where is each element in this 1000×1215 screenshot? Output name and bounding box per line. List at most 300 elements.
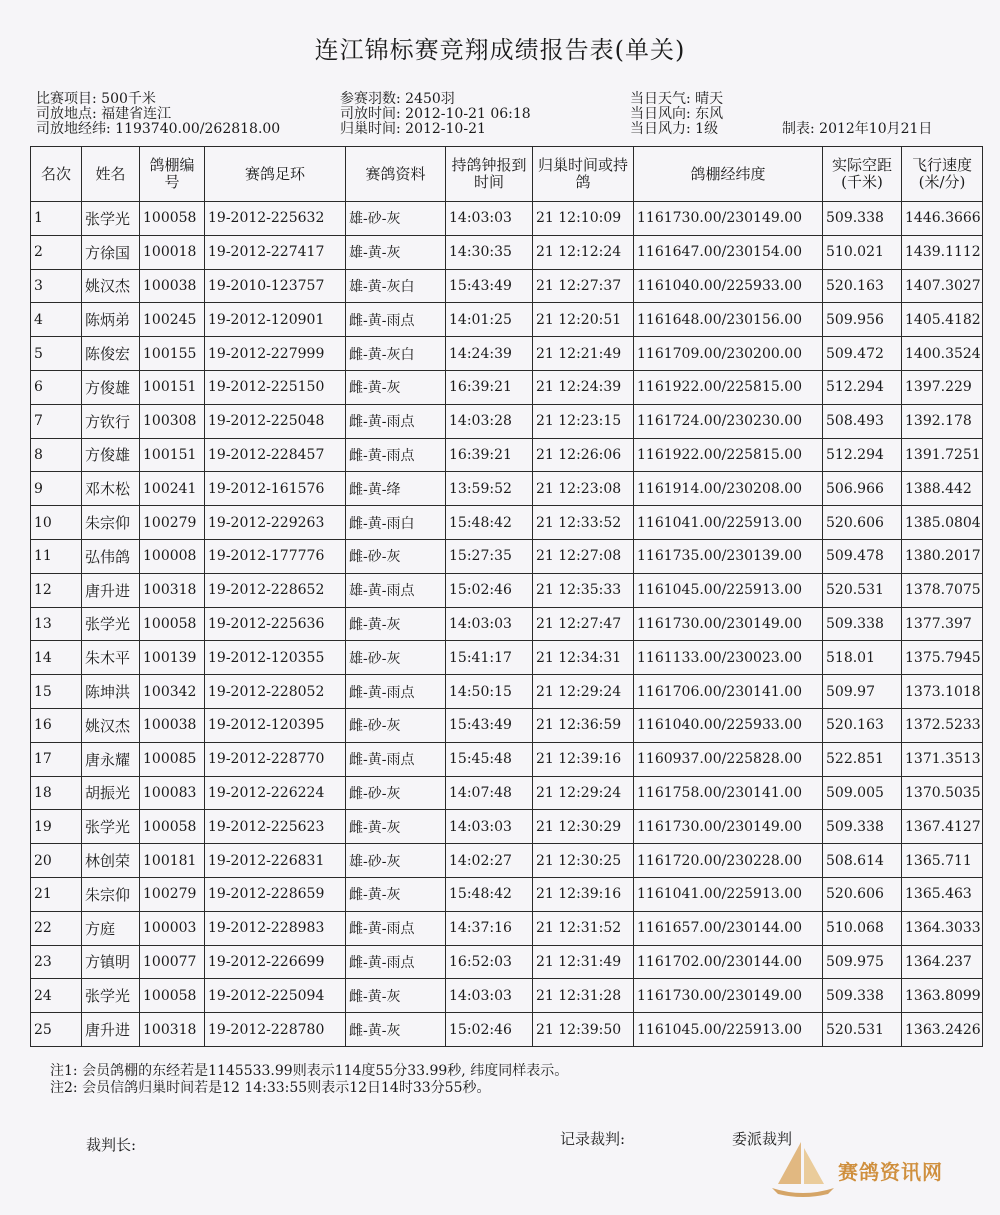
cell-name: 弘伟鸽 bbox=[82, 539, 140, 573]
cell-distance: 509.338 bbox=[823, 607, 902, 641]
cell-arrival-time: 21 12:31:49 bbox=[533, 945, 634, 979]
cell-loft-id: 100318 bbox=[140, 1013, 205, 1047]
cell-loft-coords: 1161041.00/225913.00 bbox=[634, 506, 823, 540]
cell-loft-coords: 1161922.00/225815.00 bbox=[634, 438, 823, 472]
cell-speed: 1364.3033 bbox=[902, 911, 983, 945]
cell-speed: 1439.1112 bbox=[902, 235, 983, 269]
cell-speed: 1364.237 bbox=[902, 945, 983, 979]
cell-pigeon-info: 雌-黄-雨点 bbox=[346, 945, 446, 979]
cell-arrival-time: 21 12:21:49 bbox=[533, 337, 634, 371]
cell-speed: 1378.7075 bbox=[902, 573, 983, 607]
cell-distance: 512.294 bbox=[823, 370, 902, 404]
cell-speed: 1367.4127 bbox=[902, 810, 983, 844]
cell-loft-coords: 1161657.00/230144.00 bbox=[634, 911, 823, 945]
cell-name: 方庭 bbox=[82, 911, 140, 945]
cell-name: 方俊雄 bbox=[82, 438, 140, 472]
cell-name: 方徐国 bbox=[82, 235, 140, 269]
cell-speed: 1372.5233 bbox=[902, 708, 983, 742]
cell-loft-coords: 1161040.00/225933.00 bbox=[634, 269, 823, 303]
cell-rank: 10 bbox=[31, 506, 82, 540]
cell-pigeon-info: 雌-黄-雨点 bbox=[346, 675, 446, 709]
entry-count: 参赛羽数: 2450羽 bbox=[340, 91, 455, 107]
cell-arrival-time: 21 12:30:25 bbox=[533, 844, 634, 878]
cell-loft-id: 100058 bbox=[140, 810, 205, 844]
cell-clock-time: 16:39:21 bbox=[446, 438, 533, 472]
table-row bbox=[31, 269, 983, 303]
table-row bbox=[31, 844, 983, 878]
cell-clock-time: 15:43:49 bbox=[446, 708, 533, 742]
cell-loft-coords: 1161133.00/230023.00 bbox=[634, 641, 823, 675]
cell-distance: 518.01 bbox=[823, 641, 902, 675]
cell-ring: 19-2012-177776 bbox=[205, 539, 346, 573]
cell-distance: 520.606 bbox=[823, 877, 902, 911]
cell-pigeon-info: 雌-黄-灰 bbox=[346, 1013, 446, 1047]
cell-name: 姚汉杰 bbox=[82, 269, 140, 303]
cell-arrival-time: 21 12:26:06 bbox=[533, 438, 634, 472]
cell-speed: 1363.2426 bbox=[902, 1013, 983, 1047]
notes bbox=[50, 1063, 568, 1097]
cell-speed: 1392.178 bbox=[902, 404, 983, 438]
cell-pigeon-info: 雄-砂-灰 bbox=[346, 202, 446, 236]
cell-distance: 509.97 bbox=[823, 675, 902, 709]
cell-loft-id: 100151 bbox=[140, 370, 205, 404]
cell-speed: 1365.463 bbox=[902, 877, 983, 911]
cell-speed: 1370.5035 bbox=[902, 776, 983, 810]
cell-name: 唐升进 bbox=[82, 1013, 140, 1047]
cell-loft-coords: 1161041.00/225913.00 bbox=[634, 877, 823, 911]
cell-ring: 19-2012-120901 bbox=[205, 303, 346, 337]
cell-ring: 19-2012-120355 bbox=[205, 641, 346, 675]
cell-rank: 15 bbox=[31, 675, 82, 709]
cell-ring: 19-2012-225623 bbox=[205, 810, 346, 844]
cell-speed: 1397.229 bbox=[902, 370, 983, 404]
table-row bbox=[31, 202, 983, 236]
cell-loft-id: 100241 bbox=[140, 472, 205, 506]
race-item: 比赛项目: 500千米 bbox=[36, 91, 156, 107]
cell-loft-coords: 1160937.00/225828.00 bbox=[634, 742, 823, 776]
cell-clock-time: 14:01:25 bbox=[446, 303, 533, 337]
cell-pigeon-info: 雌-黄-绛 bbox=[346, 472, 446, 506]
cell-ring: 19-2012-225150 bbox=[205, 370, 346, 404]
cell-distance: 520.163 bbox=[823, 708, 902, 742]
cell-ring: 19-2012-225048 bbox=[205, 404, 346, 438]
table-row bbox=[31, 303, 983, 337]
cell-distance: 509.956 bbox=[823, 303, 902, 337]
report-title: 连江锦标赛竞翔成绩报告表(单关) bbox=[314, 36, 686, 64]
header-name: 姓名 bbox=[82, 147, 140, 202]
cell-pigeon-info: 雄-砂-灰 bbox=[346, 641, 446, 675]
cell-ring: 19-2012-226831 bbox=[205, 844, 346, 878]
results-body bbox=[31, 202, 983, 1047]
cell-ring: 19-2012-228983 bbox=[205, 911, 346, 945]
cell-distance: 520.606 bbox=[823, 506, 902, 540]
cell-ring: 19-2012-228652 bbox=[205, 573, 346, 607]
cell-clock-time: 15:41:17 bbox=[446, 641, 533, 675]
cell-rank: 12 bbox=[31, 573, 82, 607]
cell-loft-coords: 1161647.00/230154.00 bbox=[634, 235, 823, 269]
cell-clock-time: 14:37:16 bbox=[446, 911, 533, 945]
cell-pigeon-info: 雌-黄-灰 bbox=[346, 810, 446, 844]
cell-distance: 522.851 bbox=[823, 742, 902, 776]
cell-loft-id: 100058 bbox=[140, 979, 205, 1013]
cell-arrival-time: 21 12:35:33 bbox=[533, 573, 634, 607]
cell-ring: 19-2012-228770 bbox=[205, 742, 346, 776]
table-row bbox=[31, 539, 983, 573]
header-arrival-time: 归巢时间或持鸽 bbox=[533, 147, 634, 202]
header-distance: 实际空距(千米) bbox=[823, 147, 902, 202]
table-row bbox=[31, 810, 983, 844]
cell-arrival-time: 21 12:33:52 bbox=[533, 506, 634, 540]
table-row bbox=[31, 708, 983, 742]
cell-clock-time: 14:50:15 bbox=[446, 675, 533, 709]
cell-pigeon-info: 雌-砂-灰 bbox=[346, 776, 446, 810]
cell-loft-id: 100038 bbox=[140, 269, 205, 303]
cell-distance: 510.021 bbox=[823, 235, 902, 269]
cell-rank: 5 bbox=[31, 337, 82, 371]
cell-arrival-time: 21 12:29:24 bbox=[533, 675, 634, 709]
cell-ring: 19-2012-225094 bbox=[205, 979, 346, 1013]
table-row bbox=[31, 641, 983, 675]
cell-rank: 1 bbox=[31, 202, 82, 236]
cell-rank: 2 bbox=[31, 235, 82, 269]
cell-arrival-time: 21 12:27:47 bbox=[533, 607, 634, 641]
cell-rank: 20 bbox=[31, 844, 82, 878]
table-row bbox=[31, 1013, 983, 1047]
cell-ring: 19-2012-227417 bbox=[205, 235, 346, 269]
cell-loft-id: 100279 bbox=[140, 506, 205, 540]
cell-distance: 509.478 bbox=[823, 539, 902, 573]
cell-ring: 19-2012-161576 bbox=[205, 472, 346, 506]
cell-clock-time: 15:02:46 bbox=[446, 573, 533, 607]
cell-name: 邓木松 bbox=[82, 472, 140, 506]
cell-distance: 520.531 bbox=[823, 1013, 902, 1047]
cell-ring: 19-2012-228780 bbox=[205, 1013, 346, 1047]
cell-pigeon-info: 雌-黄-雨白 bbox=[346, 506, 446, 540]
cell-name: 朱宗仰 bbox=[82, 506, 140, 540]
cell-name: 方镇明 bbox=[82, 945, 140, 979]
info-col3 bbox=[630, 92, 723, 137]
cell-name: 方俊雄 bbox=[82, 370, 140, 404]
cell-name: 朱木平 bbox=[82, 641, 140, 675]
release-time: 司放时间: 2012-10-21 06:18 bbox=[340, 106, 531, 122]
cell-rank: 17 bbox=[31, 742, 82, 776]
cell-rank: 9 bbox=[31, 472, 82, 506]
info-col2 bbox=[340, 92, 531, 137]
table-row bbox=[31, 438, 983, 472]
cell-ring: 19-2012-226224 bbox=[205, 776, 346, 810]
cell-rank: 25 bbox=[31, 1013, 82, 1047]
cell-ring: 19-2012-225632 bbox=[205, 202, 346, 236]
cell-loft-coords: 1161709.00/230200.00 bbox=[634, 337, 823, 371]
cell-rank: 4 bbox=[31, 303, 82, 337]
table-row bbox=[31, 404, 983, 438]
note-1: 注1: 会员鸽棚的东经若是1145533.99则表示114度55分33.99秒, 纬度同样表示。 bbox=[50, 1063, 569, 1079]
cell-distance: 508.493 bbox=[823, 404, 902, 438]
weather: 当日天气: 晴天 bbox=[630, 91, 724, 107]
cell-rank: 19 bbox=[31, 810, 82, 844]
wind-force: 当日风力: 1级 bbox=[630, 121, 719, 137]
table-row bbox=[31, 675, 983, 709]
cell-clock-time: 14:30:35 bbox=[446, 235, 533, 269]
cell-arrival-time: 21 12:12:24 bbox=[533, 235, 634, 269]
cell-loft-id: 100058 bbox=[140, 202, 205, 236]
table-row bbox=[31, 506, 983, 540]
cell-arrival-time: 21 12:29:24 bbox=[533, 776, 634, 810]
cell-name: 林创荣 bbox=[82, 844, 140, 878]
cell-distance: 509.338 bbox=[823, 979, 902, 1013]
cell-clock-time: 14:03:03 bbox=[446, 979, 533, 1013]
wind-direction: 当日风向: 东风 bbox=[630, 106, 724, 122]
cell-loft-id: 100155 bbox=[140, 337, 205, 371]
cell-loft-id: 100058 bbox=[140, 607, 205, 641]
cell-pigeon-info: 雌-黄-灰 bbox=[346, 607, 446, 641]
cell-loft-coords: 1161758.00/230141.00 bbox=[634, 776, 823, 810]
watermark bbox=[768, 1138, 973, 1202]
note-2: 注2: 会员信鸽归巢时间若是12 14:33:55则表示12日14时33分55秒。 bbox=[50, 1080, 491, 1096]
table-row bbox=[31, 337, 983, 371]
chief-judge-label: 裁判长: bbox=[86, 1136, 137, 1154]
cell-loft-id: 100008 bbox=[140, 539, 205, 573]
cell-loft-coords: 1161720.00/230228.00 bbox=[634, 844, 823, 878]
cell-loft-id: 100181 bbox=[140, 844, 205, 878]
cell-rank: 11 bbox=[31, 539, 82, 573]
cell-name: 陈炳弟 bbox=[82, 303, 140, 337]
cell-loft-coords: 1161706.00/230141.00 bbox=[634, 675, 823, 709]
cell-rank: 18 bbox=[31, 776, 82, 810]
cell-ring: 19-2012-225636 bbox=[205, 607, 346, 641]
sailboat-logo-icon bbox=[768, 1138, 838, 1202]
cell-loft-coords: 1161730.00/230149.00 bbox=[634, 202, 823, 236]
cell-loft-id: 100279 bbox=[140, 877, 205, 911]
cell-distance: 510.068 bbox=[823, 911, 902, 945]
return-time: 归巢时间: 2012-10-21 bbox=[340, 121, 486, 137]
cell-pigeon-info: 雌-黄-雨点 bbox=[346, 911, 446, 945]
header-pigeon-info: 赛鸽资料 bbox=[346, 147, 446, 202]
cell-rank: 14 bbox=[31, 641, 82, 675]
cell-loft-id: 100003 bbox=[140, 911, 205, 945]
cell-distance: 509.975 bbox=[823, 945, 902, 979]
cell-name: 姚汉杰 bbox=[82, 708, 140, 742]
results-table bbox=[30, 146, 983, 1047]
header-loft-id: 鸽棚编号 bbox=[140, 147, 205, 202]
table-row bbox=[31, 370, 983, 404]
cell-distance: 509.472 bbox=[823, 337, 902, 371]
cell-pigeon-info: 雌-黄-灰 bbox=[346, 979, 446, 1013]
table-row bbox=[31, 742, 983, 776]
cell-loft-coords: 1161914.00/230208.00 bbox=[634, 472, 823, 506]
cell-speed: 1407.3027 bbox=[902, 269, 983, 303]
table-row bbox=[31, 573, 983, 607]
release-location: 司放地点: 福建省连江 bbox=[36, 106, 172, 122]
cell-pigeon-info: 雌-黄-雨点 bbox=[346, 303, 446, 337]
cell-distance: 509.338 bbox=[823, 202, 902, 236]
made-date: 制表: 2012年10月21日 bbox=[782, 121, 933, 137]
cell-arrival-time: 21 12:31:52 bbox=[533, 911, 634, 945]
table-row bbox=[31, 945, 983, 979]
cell-loft-coords: 1161730.00/230149.00 bbox=[634, 979, 823, 1013]
cell-name: 方钦行 bbox=[82, 404, 140, 438]
cell-speed: 1371.3513 bbox=[902, 742, 983, 776]
cell-name: 张学光 bbox=[82, 202, 140, 236]
cell-loft-id: 100318 bbox=[140, 573, 205, 607]
cell-clock-time: 14:07:48 bbox=[446, 776, 533, 810]
cell-arrival-time: 21 12:39:50 bbox=[533, 1013, 634, 1047]
cell-loft-id: 100077 bbox=[140, 945, 205, 979]
cell-pigeon-info: 雌-黄-雨点 bbox=[346, 438, 446, 472]
cell-speed: 1405.4182 bbox=[902, 303, 983, 337]
cell-loft-coords: 1161040.00/225933.00 bbox=[634, 708, 823, 742]
cell-loft-coords: 1161730.00/230149.00 bbox=[634, 607, 823, 641]
cell-loft-coords: 1161922.00/225815.00 bbox=[634, 370, 823, 404]
table-row bbox=[31, 235, 983, 269]
table-row bbox=[31, 877, 983, 911]
cell-name: 唐升进 bbox=[82, 573, 140, 607]
cell-distance: 509.338 bbox=[823, 810, 902, 844]
cell-clock-time: 16:52:03 bbox=[446, 945, 533, 979]
cell-loft-id: 100245 bbox=[140, 303, 205, 337]
cell-clock-time: 15:02:46 bbox=[446, 1013, 533, 1047]
cell-pigeon-info: 雌-黄-雨点 bbox=[346, 742, 446, 776]
watermark-text: 赛鸽资讯网 bbox=[838, 1160, 943, 1184]
table-row bbox=[31, 911, 983, 945]
cell-pigeon-info: 雌-黄-灰白 bbox=[346, 337, 446, 371]
cell-arrival-time: 21 12:30:29 bbox=[533, 810, 634, 844]
cell-clock-time: 15:27:35 bbox=[446, 539, 533, 573]
cell-pigeon-info: 雄-黄-雨点 bbox=[346, 573, 446, 607]
cell-distance: 520.531 bbox=[823, 573, 902, 607]
cell-name: 陈坤洪 bbox=[82, 675, 140, 709]
cell-speed: 1377.397 bbox=[902, 607, 983, 641]
cell-name: 张学光 bbox=[82, 979, 140, 1013]
cell-clock-time: 15:45:48 bbox=[446, 742, 533, 776]
cell-ring: 19-2012-227999 bbox=[205, 337, 346, 371]
cell-loft-id: 100083 bbox=[140, 776, 205, 810]
cell-rank: 23 bbox=[31, 945, 82, 979]
cell-pigeon-info: 雌-黄-灰 bbox=[346, 370, 446, 404]
cell-distance: 520.163 bbox=[823, 269, 902, 303]
cell-arrival-time: 21 12:39:16 bbox=[533, 877, 634, 911]
cell-rank: 16 bbox=[31, 708, 82, 742]
cell-distance: 506.966 bbox=[823, 472, 902, 506]
cell-loft-coords: 1161045.00/225913.00 bbox=[634, 1013, 823, 1047]
cell-speed: 1365.711 bbox=[902, 844, 983, 878]
cell-rank: 21 bbox=[31, 877, 82, 911]
cell-ring: 19-2012-228457 bbox=[205, 438, 346, 472]
cell-loft-id: 100085 bbox=[140, 742, 205, 776]
cell-name: 张学光 bbox=[82, 607, 140, 641]
cell-arrival-time: 21 12:27:08 bbox=[533, 539, 634, 573]
cell-name: 朱宗仰 bbox=[82, 877, 140, 911]
cell-distance: 508.614 bbox=[823, 844, 902, 878]
cell-rank: 3 bbox=[31, 269, 82, 303]
cell-speed: 1391.7251 bbox=[902, 438, 983, 472]
cell-loft-id: 100139 bbox=[140, 641, 205, 675]
cell-loft-coords: 1161702.00/230144.00 bbox=[634, 945, 823, 979]
cell-distance: 512.294 bbox=[823, 438, 902, 472]
cell-rank: 7 bbox=[31, 404, 82, 438]
table-row bbox=[31, 979, 983, 1013]
cell-speed: 1373.1018 bbox=[902, 675, 983, 709]
cell-speed: 1400.3524 bbox=[902, 337, 983, 371]
cell-clock-time: 14:03:03 bbox=[446, 607, 533, 641]
header-rank: 名次 bbox=[31, 147, 82, 202]
cell-clock-time: 14:24:39 bbox=[446, 337, 533, 371]
cell-distance: 509.005 bbox=[823, 776, 902, 810]
cell-clock-time: 14:02:27 bbox=[446, 844, 533, 878]
cell-rank: 22 bbox=[31, 911, 82, 945]
cell-loft-id: 100151 bbox=[140, 438, 205, 472]
cell-loft-coords: 1161730.00/230149.00 bbox=[634, 810, 823, 844]
cell-loft-id: 100018 bbox=[140, 235, 205, 269]
cell-name: 张学光 bbox=[82, 810, 140, 844]
cell-rank: 24 bbox=[31, 979, 82, 1013]
appointed-judge-label: 委派裁判 bbox=[732, 1130, 793, 1148]
cell-pigeon-info: 雄-黄-灰白 bbox=[346, 269, 446, 303]
cell-rank: 8 bbox=[31, 438, 82, 472]
cell-pigeon-info: 雌-砂-灰 bbox=[346, 539, 446, 573]
cell-name: 唐永耀 bbox=[82, 742, 140, 776]
cell-arrival-time: 21 12:23:15 bbox=[533, 404, 634, 438]
cell-arrival-time: 21 12:31:28 bbox=[533, 979, 634, 1013]
cell-ring: 19-2012-228659 bbox=[205, 877, 346, 911]
cell-pigeon-info: 雌-黄-灰 bbox=[346, 877, 446, 911]
cell-clock-time: 14:03:03 bbox=[446, 202, 533, 236]
info-col1 bbox=[36, 92, 280, 137]
cell-rank: 6 bbox=[31, 370, 82, 404]
cell-arrival-time: 21 12:23:08 bbox=[533, 472, 634, 506]
cell-arrival-time: 21 12:36:59 bbox=[533, 708, 634, 742]
cell-arrival-time: 21 12:39:16 bbox=[533, 742, 634, 776]
cell-clock-time: 16:39:21 bbox=[446, 370, 533, 404]
cell-clock-time: 14:03:28 bbox=[446, 404, 533, 438]
release-coordinates: 司放地经纬: 1193740.00/262818.00 bbox=[36, 121, 281, 137]
cell-speed: 1385.0804 bbox=[902, 506, 983, 540]
cell-ring: 19-2012-228052 bbox=[205, 675, 346, 709]
cell-arrival-time: 21 12:10:09 bbox=[533, 202, 634, 236]
cell-pigeon-info: 雄-黄-灰 bbox=[346, 235, 446, 269]
cell-loft-id: 100342 bbox=[140, 675, 205, 709]
cell-arrival-time: 21 12:27:37 bbox=[533, 269, 634, 303]
cell-loft-id: 100308 bbox=[140, 404, 205, 438]
cell-name: 陈俊宏 bbox=[82, 337, 140, 371]
cell-clock-time: 15:48:42 bbox=[446, 506, 533, 540]
cell-rank: 13 bbox=[31, 607, 82, 641]
header-loft-coords: 鸽棚经纬度 bbox=[634, 147, 823, 202]
header-ring: 赛鸽足环 bbox=[205, 147, 346, 202]
record-judge-label: 记录裁判: bbox=[560, 1130, 626, 1148]
header-speed: 飞行速度(米/分) bbox=[902, 147, 983, 202]
cell-arrival-time: 21 12:20:51 bbox=[533, 303, 634, 337]
cell-clock-time: 15:48:42 bbox=[446, 877, 533, 911]
cell-loft-coords: 1161648.00/230156.00 bbox=[634, 303, 823, 337]
cell-loft-coords: 1161735.00/230139.00 bbox=[634, 539, 823, 573]
cell-speed: 1363.8099 bbox=[902, 979, 983, 1013]
cell-ring: 19-2012-229263 bbox=[205, 506, 346, 540]
cell-clock-time: 13:59:52 bbox=[446, 472, 533, 506]
cell-speed: 1380.2017 bbox=[902, 539, 983, 573]
cell-loft-id: 100038 bbox=[140, 708, 205, 742]
cell-ring: 19-2012-226699 bbox=[205, 945, 346, 979]
cell-ring: 19-2012-120395 bbox=[205, 708, 346, 742]
cell-pigeon-info: 雌-砂-灰 bbox=[346, 708, 446, 742]
cell-name: 胡振光 bbox=[82, 776, 140, 810]
table-row bbox=[31, 776, 983, 810]
cell-pigeon-info: 雄-砂-灰 bbox=[346, 844, 446, 878]
cell-speed: 1388.442 bbox=[902, 472, 983, 506]
cell-arrival-time: 21 12:24:39 bbox=[533, 370, 634, 404]
cell-speed: 1375.7945 bbox=[902, 641, 983, 675]
cell-pigeon-info: 雌-黄-雨点 bbox=[346, 404, 446, 438]
